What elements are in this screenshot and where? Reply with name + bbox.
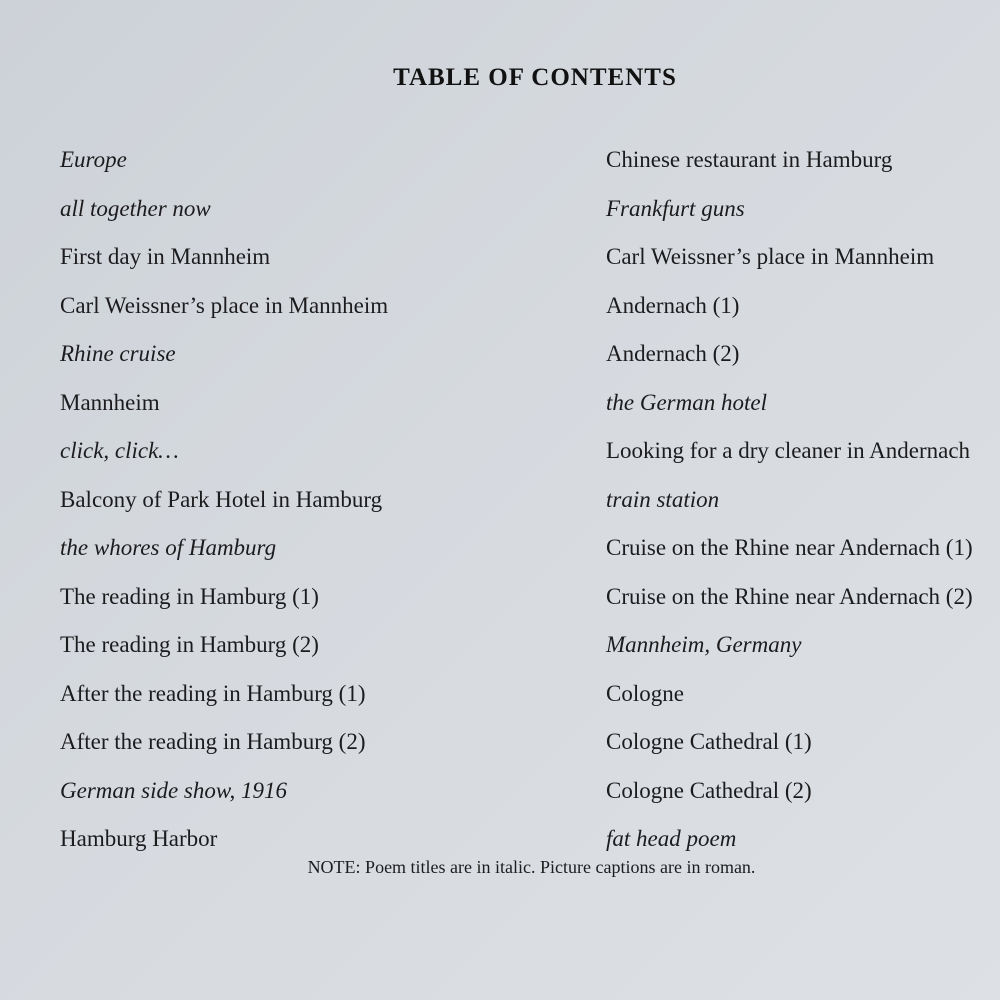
toc-entry: Hamburg Harbor — [60, 826, 218, 851]
toc-entry: Balcony of Park Hotel in Hamburg — [60, 486, 383, 512]
toc-entry: train station — [606, 486, 720, 512]
toc-entry: Mannheim, Germany — [606, 632, 802, 657]
toc-entry: Cologne Cathedral (2) — [606, 777, 812, 803]
toc-entry: Andernach (2) — [606, 341, 740, 366]
toc-entry: First day in Mannheim — [60, 244, 271, 269]
toc-entry: Carl Weissner’s place in Mannheim — [606, 244, 935, 269]
footnote: NOTE: Poem titles are in italic. Picture captions are in roman. — [307, 857, 756, 877]
toc-entry: After the reading in Hamburg (2) — [60, 729, 366, 754]
toc-entry: Cruise on the Rhine near Andernach (1) — [606, 535, 973, 560]
toc-entry: all together now — [60, 195, 211, 221]
toc-entry: Cologne Cathedral (1) — [606, 729, 812, 754]
toc-entry: Rhine cruise — [60, 341, 176, 366]
toc-entry: Europe — [60, 147, 127, 172]
toc-entry: The reading in Hamburg (2) — [60, 632, 319, 657]
toc-entry: Cruise on the Rhine near Andernach (2) — [606, 583, 973, 609]
toc-entry: After the reading in Hamburg (1) — [60, 680, 366, 706]
toc-entry: the whores of Hamburg — [60, 535, 277, 560]
toc-right-column — [606, 136, 996, 864]
toc-entry: the German hotel — [606, 389, 767, 415]
toc-entry: German side show, 1916 — [60, 777, 288, 803]
toc-left-column — [60, 136, 580, 864]
toc-entry: Chinese restaurant in Hamburg — [606, 147, 893, 172]
toc-entry: click, click… — [60, 438, 179, 463]
toc-entry: Carl Weissner’s place in Mannheim — [60, 292, 389, 318]
page-title: TABLE OF CONTENTS — [393, 64, 677, 91]
toc-entry: The reading in Hamburg (1) — [60, 583, 319, 609]
toc-entry: fat head poem — [606, 826, 737, 851]
toc-entry: Cologne — [606, 680, 684, 706]
toc-entry: Andernach (1) — [606, 292, 740, 318]
toc-entry: Mannheim — [60, 389, 160, 415]
toc-entry: Looking for a dry cleaner in Andernach — [606, 438, 971, 463]
toc-entry: Frankfurt guns — [606, 195, 745, 221]
